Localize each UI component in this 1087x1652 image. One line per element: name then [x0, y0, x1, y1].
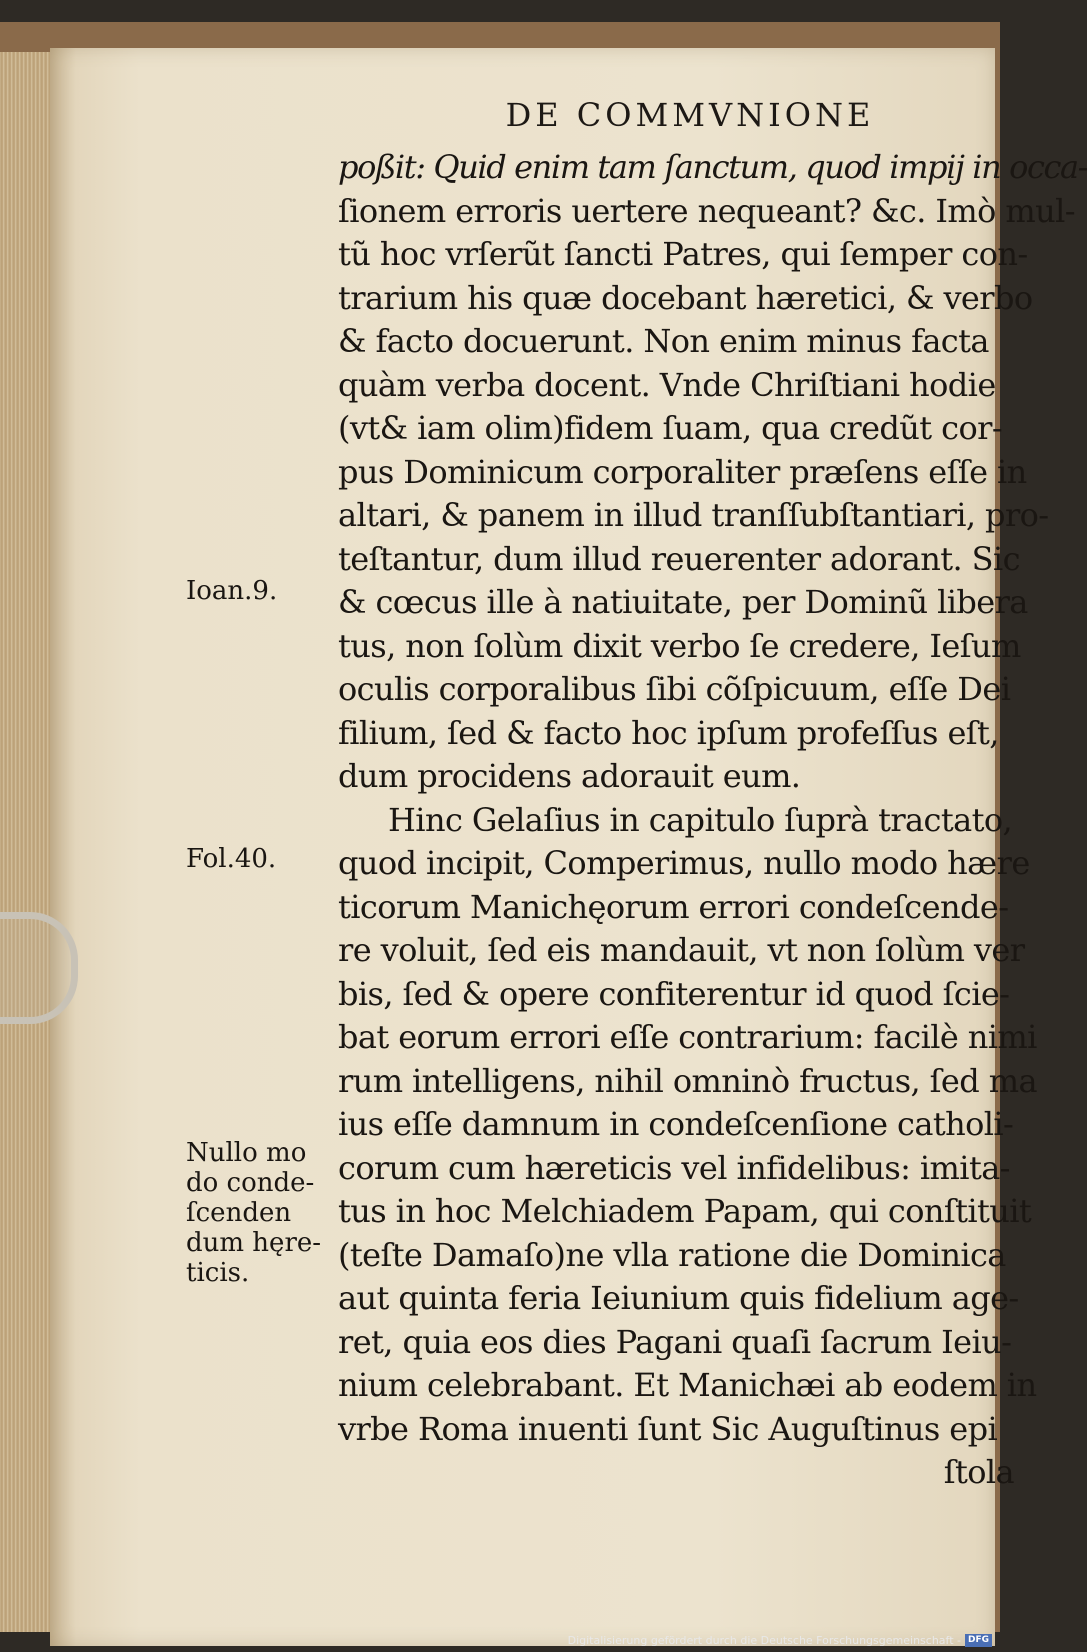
text-line-18: ticorum Manichęorum errori condeſcende- — [338, 887, 1009, 926]
margin-note-line: ſcenden — [186, 1198, 292, 1228]
text-line-8: pus Dominicum corporaliter præſens eſſe in — [338, 452, 1027, 491]
text-line-30: vrbe Roma inuenti ſunt Sic Auguſtinus epi — [338, 1409, 998, 1448]
margin-note-line: ticis. — [186, 1258, 250, 1288]
text-line-3: tũ hoc vrſerũt ſancti Patres, qui ſemper con- — [338, 235, 1028, 273]
margin-note-line: dum hęre- — [186, 1228, 322, 1258]
text-line-17: quod incipit, Comperimus, nullo modo hære — [338, 844, 1030, 882]
body-text — [338, 146, 1087, 1495]
running-header: DE COMMVNIONE — [505, 96, 875, 134]
text-line-2: ſionem erroris uertere nequeant? &c. Imò mul- — [338, 191, 1076, 230]
text-line-13: oculis corporalibus ſibi cõſpicuum, eſſe Dei — [338, 670, 1011, 708]
digitization-footer — [568, 1632, 992, 1648]
margin-note-line: do conde- — [186, 1168, 315, 1198]
text-line-21: bat eorum errori eſſe contrarium: facilè nimi — [338, 1018, 1037, 1056]
text-line-29: nium celebrabant. Et Manichæi ab eodem in — [338, 1366, 1037, 1404]
text-line-1: poßit: Quid enim tam ſanctum, quod impij in occa- — [338, 148, 1087, 186]
book — [0, 22, 1087, 1632]
text-line-5: & facto docuerunt. Non enim minus facta — [338, 322, 989, 360]
paper-clip — [0, 912, 78, 1024]
text-line-22: rum intelligens, nihil omninò fructus, ſed ma — [338, 1061, 1037, 1100]
text-line-25: tus in hoc Melchiadem Papam, qui conſtituit — [338, 1192, 1032, 1230]
margin-note-nullo — [186, 1138, 321, 1288]
text-line-19: re voluit, ſed eis mandauit, vt non ſolùm ver — [338, 931, 1025, 969]
text-line-20: bis, ſed & opere confiterentur id quod ſcie- — [338, 974, 1010, 1013]
text-line-10: teſtantur, dum illud reuerenter adorant. Sic — [338, 539, 1020, 578]
text-line-4: trarium his quæ docebant hæretici, & verbo — [338, 278, 1033, 317]
margin-note-line: Nullo mo — [186, 1138, 307, 1168]
text-line-15: dum procidens adorauit eum. — [338, 757, 801, 795]
text-line-14: filium, ſed & facto hoc ipſum profeſſus eſt, — [338, 713, 999, 752]
text-line-23: ius eſſe damnum in condeſcenſione catholi- — [338, 1105, 1014, 1143]
footer-text: Digitalisierung gefördert durch die Deutsche Forschungsgemeinschaft - — [567, 1633, 961, 1647]
text-line-28: ret, quia eos dies Pagani quaſi ſacrum Ieiu- — [338, 1322, 1012, 1361]
margin-note-joan: Ioan.9. — [186, 576, 278, 606]
text-line-11: & cœcus ille à natiuitate, per Dominũ libera — [338, 583, 1028, 621]
text-line-26: (teſte Damaſo)ne vlla ratione die Dominica — [338, 1235, 1006, 1274]
text-line-12: tus, non ſolùm dixit verbo ſe credere, Ieſum — [338, 626, 1021, 665]
catchword: ſtola — [943, 1453, 1014, 1491]
margin-note-fol: Fol.40. — [186, 844, 277, 874]
text-line-9: altari, & panem in illud tranſſubſtantiari, pro- — [338, 496, 1049, 534]
text-line-27: aut quinta feria Ieiunium quis fidelium age- — [338, 1279, 1019, 1317]
text-line-24: corum cum hæreticis vel infidelibus: imita- — [338, 1148, 1010, 1187]
book-page — [50, 48, 1087, 1646]
text-line-7: (vt& iam olim)fidem ſuam, qua credũt cor- — [338, 409, 1003, 447]
text-line-16: Hinc Gelaſius in capitulo ſuprà tractato, — [388, 800, 1013, 839]
text-line-6: quàm verba docent. Vnde Chriſtiani hodie — [338, 365, 996, 404]
dfg-logo-icon: DFG — [965, 1634, 992, 1647]
